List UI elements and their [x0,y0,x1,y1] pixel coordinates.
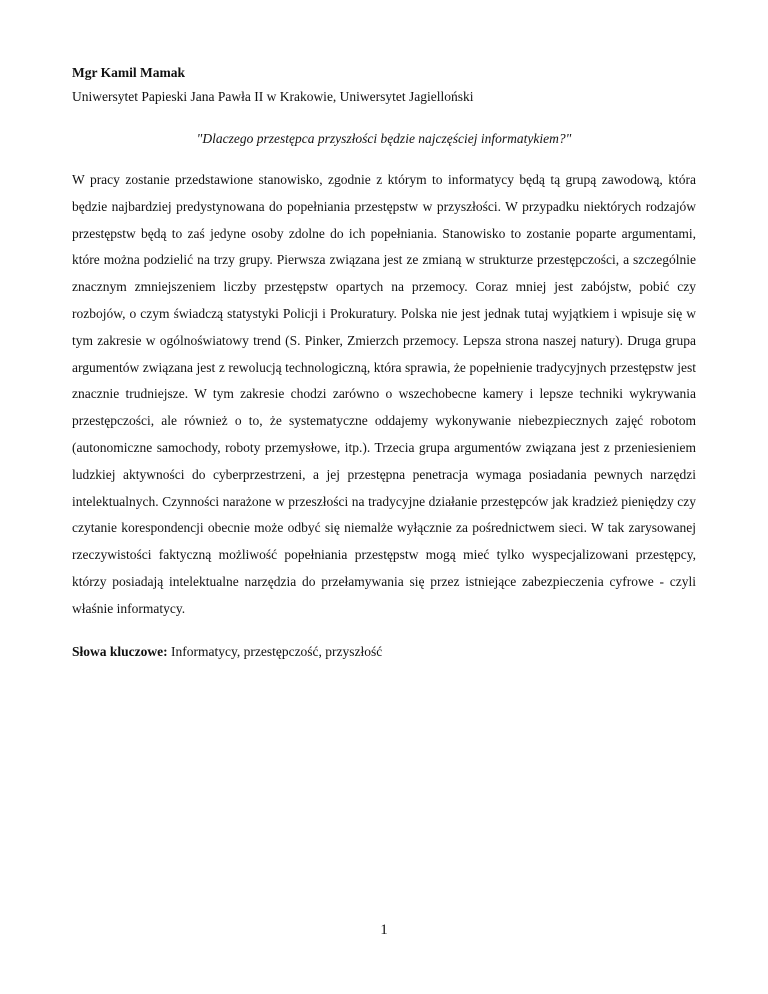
keywords-line [72,641,696,663]
author-name: Mgr Kamil Mamak [72,65,185,80]
keywords-list: Informatycy, przestępczość, przyszłość [167,643,383,659]
author-affiliation: Uniwersytet Papieski Jana Pawła II w Krakowie, Uniwersytet Jagielloński [72,89,474,104]
page-number: 1 [380,922,388,938]
abstract-text: W pracy zostanie przedstawione stanowisko, zgodnie z którym to informatycy będą tą grupą zawodową, która będzie najbardziej predystynowana do popełniania przestępstw w przyszłości. W przypadku niektórych rodzajów przestępstw będą to zaś jedyne osoby zdolne do ich popełniania. Stanowisko to zostanie poparte argumentami, które można podzielić na trzy grupy. Pierwsza związana jest ze zmianą w strukturze przestępczości, a szczególnie znacznym zmniejszeniem liczby przestępstw opartych na przemocy. Coraz mniej jest zabójstw, pobić czy rozbojów, o czym świadczą statystyki Policji i Prokuratury. Polska nie jest jednak tutaj wyjątkiem i wpisuje się w tym zakresie w ogólnoświatowy trend (S. Pinker, Zmierzch przemocy. Lepsza strona naszej natury). Druga grupa argumentów związana jest z rewolucją technologiczną, która sprawia, że popełnienie tradycyjnych przestępstw jest znacznie trudniejsze. W tym zakresie chodzi zarówno o wszechobecne kamery i lepsze techniki wykrywania przestępczości, ale również o to, że systematyczne oddajemy wykonywanie niebezpiecznych zajęć robotom (autonomiczne samochody, roboty przemysłowe, itp.). Trzecia grupa argumentów związana jest z przeniesieniem ludzkiej aktywności do cyberprzestrzeni, a jej przestępna penetracja wymaga posiadania pewnych narzędzi intelektualnych. Czynności narażone w przeszłości na tradycyjne działanie przestępców jak kradzież pieniędzy czy czytanie korespondencji obecnie może odbyć się niemalże wyłącznie za pośrednictwem sieci. W tak zarysowanej rzeczywistości faktyczną możliwość popełniania przestępstw mogą mieć tylko wyspecjalizowani przestępcy, którzy posiadają intelektualne narzędzia do przełamywania się przez istniejące zabezpieczenia cyfrowe - czyli właśnie informatycy. [72,172,696,616]
keywords-label: Słowa kluczowe: [72,643,168,659]
document-page [72,62,696,663]
paper-title: "Dlaczego przestępca przyszłości będzie najczęściej informatykiem?" [196,131,572,146]
